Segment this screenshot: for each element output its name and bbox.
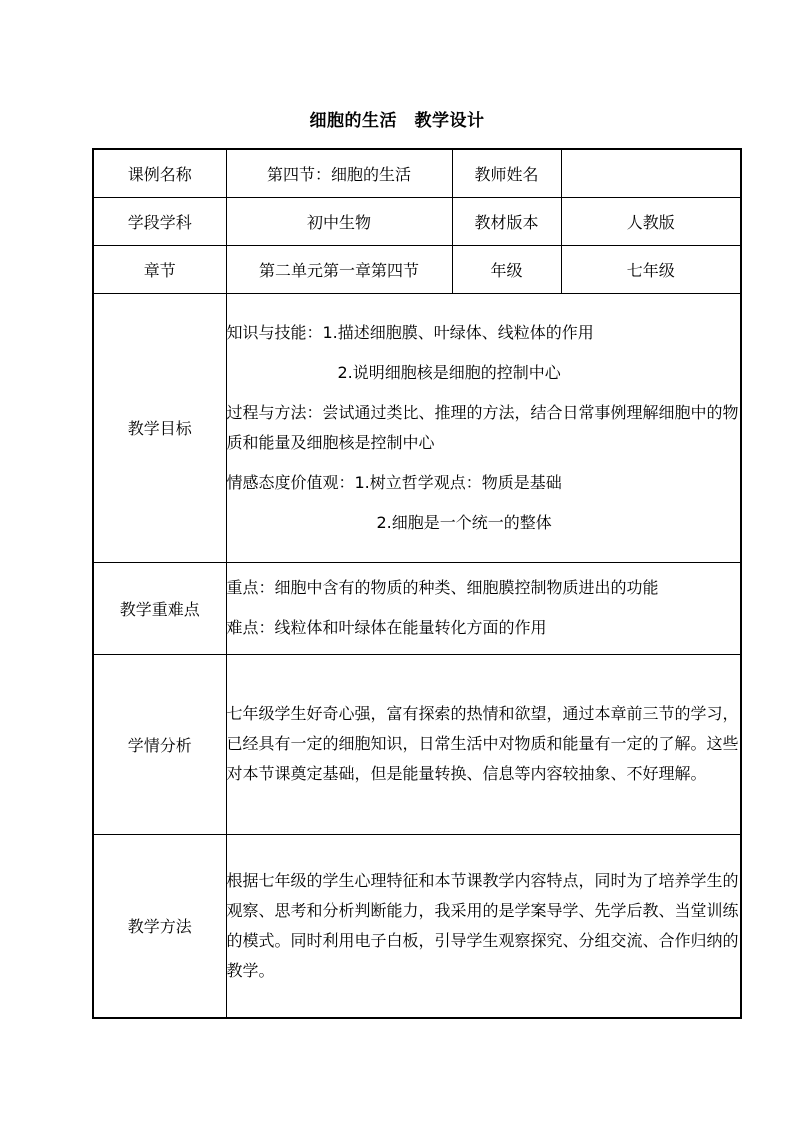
- method-text: 根据七年级的学生心理特征和本节课教学内容特点，同时为了培养学生的观察、思考和分析判断能力，我采用的是学案导学、先学后教、当堂训练的模式。同时利用电子白板，引导学生观察探究、分组交流、合作归纳的教学。: [226, 870, 739, 980]
- row-chapter: [93, 245, 741, 293]
- analysis-text: 七年级学生好奇心强，富有探索的热情和欲望，通过本章前三节的学习，已经具有一定的细胞知识，日常生活中对物质和能量有一定的了解。这些对本节课奠定基础，但是能量转换、信息等内容较抽象、不好理解。: [226, 704, 739, 783]
- lesson-design-table: [92, 148, 742, 1019]
- course-value: 第四节：细胞的生活: [226, 149, 452, 197]
- row-analysis: [93, 654, 741, 834]
- analysis-content: [226, 654, 741, 834]
- row-course: [93, 149, 741, 197]
- goal-line: 2.细胞是一个统一的整体: [376, 512, 552, 532]
- method-label: 教学方法: [93, 834, 226, 1018]
- key-point-line: 重点：细胞中含有的物质的种类、细胞膜控制物质进出的功能: [226, 578, 659, 597]
- course-label: 课例名称: [93, 149, 226, 197]
- chapter-value: 第二单元第一章第四节: [226, 245, 452, 293]
- edition-label: 教材版本: [452, 197, 561, 245]
- goal-line: 过程与方法：尝试通过类比、推理的方法，结合日常事例理解细胞中的物质和能量及细胞核是控制中心: [226, 402, 739, 452]
- key-points-content: [226, 562, 741, 654]
- stage-label: 学段学科: [93, 197, 226, 245]
- row-goals: [93, 293, 741, 562]
- stage-value: 初中生物: [226, 197, 452, 245]
- row-stage: [93, 197, 741, 245]
- goals-content: [226, 293, 741, 562]
- key-point-line: 难点：线粒体和叶绿体在能量转化方面的作用: [226, 618, 547, 637]
- row-key-points: [93, 562, 741, 654]
- grade-label: 年级: [452, 245, 561, 293]
- analysis-label: 学情分析: [93, 654, 226, 834]
- goal-line: 情感态度价值观：1.树立哲学观点：物质是基础: [226, 472, 562, 492]
- teacher-label: 教师姓名: [452, 149, 561, 197]
- method-content: [226, 834, 741, 1018]
- goal-line: 知识与技能：1.描述细胞膜、叶绿体、线粒体的作用: [226, 322, 594, 342]
- row-method: [93, 834, 741, 1018]
- key-points-label: 教学重难点: [93, 562, 226, 654]
- teacher-value: [561, 149, 741, 197]
- chapter-label: 章节: [93, 245, 226, 293]
- goal-line: 2.说明细胞核是细胞的控制中心: [337, 362, 561, 382]
- document-title: 细胞的生活 教学设计: [309, 111, 485, 131]
- goals-label: 教学目标: [93, 293, 226, 562]
- edition-value: 人教版: [561, 197, 741, 245]
- grade-value: 七年级: [561, 245, 741, 293]
